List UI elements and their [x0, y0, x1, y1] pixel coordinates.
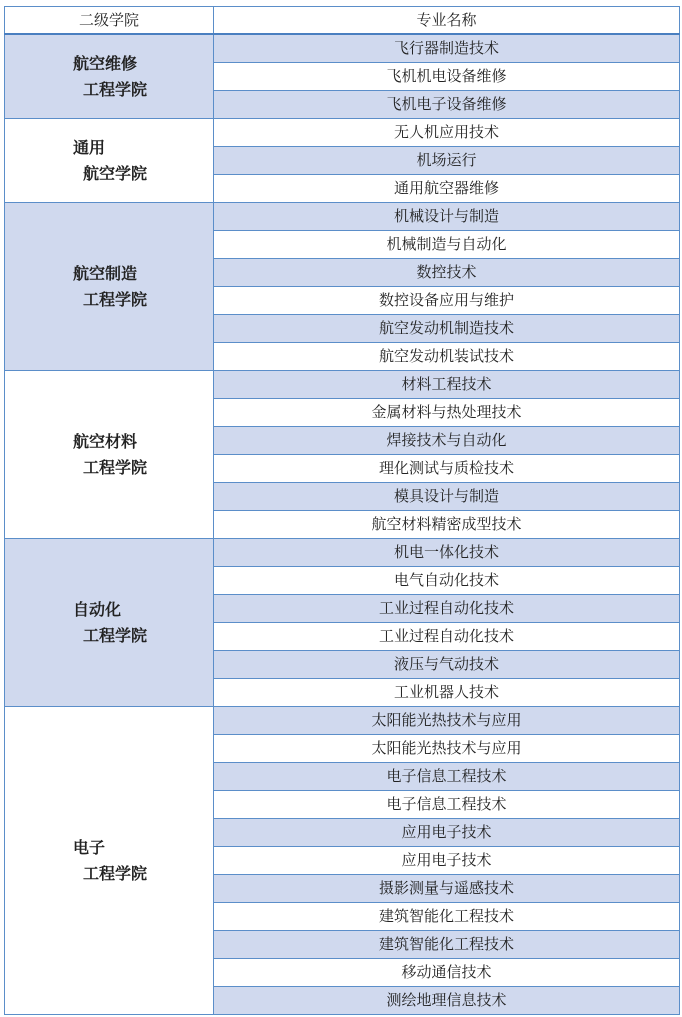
table-row: [5, 371, 680, 399]
major-name: 航空发动机装试技术: [214, 343, 680, 371]
major-name: 金属材料与热处理技术: [214, 399, 680, 427]
college-name: [5, 597, 213, 649]
college-name-line2: 航空学院: [83, 163, 148, 183]
major-name: 应用电子技术: [214, 847, 680, 875]
table-row: [5, 707, 680, 735]
college-name-line2: 工程学院: [83, 863, 148, 883]
college-name-line1: 航空材料: [73, 431, 138, 451]
major-name: 航空材料精密成型技术: [214, 511, 680, 539]
college-name: [5, 51, 213, 103]
table-row: [5, 119, 680, 147]
major-name: 机械制造与自动化: [214, 231, 680, 259]
table-header-row: [5, 7, 680, 35]
major-name: 机械设计与制造: [214, 203, 680, 231]
major-name: 测绘地理信息技术: [214, 987, 680, 1015]
major-name: 电子信息工程技术: [214, 791, 680, 819]
major-name: 工业机器人技术: [214, 679, 680, 707]
college-name-line2: 工程学院: [83, 625, 148, 645]
major-name: 太阳能光热技术与应用: [214, 735, 680, 763]
major-name: 工业过程自动化技术: [214, 595, 680, 623]
table-row: [5, 203, 680, 231]
major-name: 机场运行: [214, 147, 680, 175]
college-name: [5, 135, 213, 187]
college-cell: [5, 119, 214, 203]
major-name: 焊接技术与自动化: [214, 427, 680, 455]
college-cell: [5, 371, 214, 539]
major-name: 模具设计与制造: [214, 483, 680, 511]
college-name-line1: 航空制造: [73, 263, 138, 283]
major-name: 飞机电子设备维修: [214, 91, 680, 119]
major-name: 数控设备应用与维护: [214, 287, 680, 315]
college-name: [5, 261, 213, 313]
major-name: 液压与气动技术: [214, 651, 680, 679]
major-name: 材料工程技术: [214, 371, 680, 399]
major-name: 无人机应用技术: [214, 119, 680, 147]
college-cell: [5, 707, 214, 1015]
college-cell: [5, 203, 214, 371]
major-name: 机电一体化技术: [214, 539, 680, 567]
college-name: [5, 429, 213, 481]
college-name-line1: 电子: [73, 837, 106, 857]
college-name-line1: 航空维修: [73, 53, 138, 73]
major-name: 理化测试与质检技术: [214, 455, 680, 483]
major-name: 飞机机电设备维修: [214, 63, 680, 91]
college-name-line2: 工程学院: [83, 79, 148, 99]
major-name: 电气自动化技术: [214, 567, 680, 595]
major-name: 太阳能光热技术与应用: [214, 707, 680, 735]
table-row: [5, 539, 680, 567]
college-name: [5, 835, 213, 887]
header-college: 二级学院: [5, 7, 214, 35]
table-body: [5, 34, 680, 1015]
major-name: 建筑智能化工程技术: [214, 931, 680, 959]
college-name-line1: 通用: [73, 137, 106, 157]
major-name: 飞行器制造技术: [214, 34, 680, 63]
major-name: 建筑智能化工程技术: [214, 903, 680, 931]
major-name: 摄影测量与遥感技术: [214, 875, 680, 903]
college-cell: [5, 539, 214, 707]
college-name-line1: 自动化: [73, 599, 122, 619]
college-cell: [5, 34, 214, 119]
major-name: 移动通信技术: [214, 959, 680, 987]
majors-table-container: [4, 6, 680, 1015]
major-name: 通用航空器维修: [214, 175, 680, 203]
major-name: 数控技术: [214, 259, 680, 287]
major-name: 航空发动机制造技术: [214, 315, 680, 343]
major-name: 电子信息工程技术: [214, 763, 680, 791]
major-name: 应用电子技术: [214, 819, 680, 847]
college-name-line2: 工程学院: [83, 289, 148, 309]
table-row: [5, 34, 680, 63]
majors-table: [4, 6, 680, 1015]
header-major: 专业名称: [214, 7, 680, 35]
college-name-line2: 工程学院: [83, 457, 148, 477]
major-name: 工业过程自动化技术: [214, 623, 680, 651]
